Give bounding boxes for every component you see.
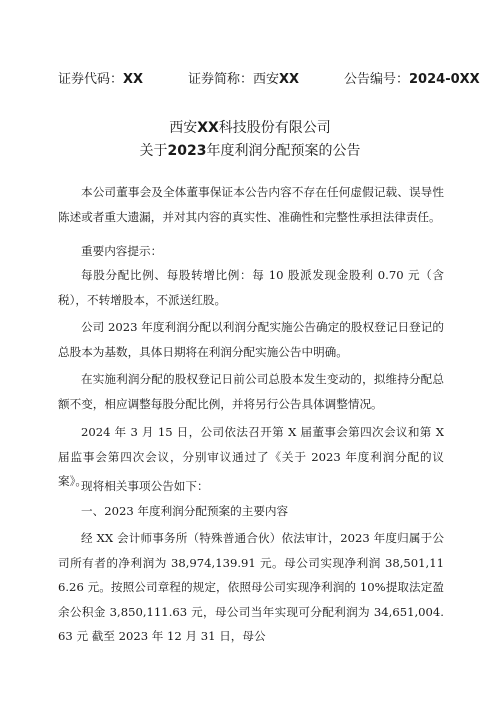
securities-abbreviation-value: XX xyxy=(279,72,300,87)
board-meeting-paragraph: 2024 年 3 月 15 日，公司依法召开第 X 届董事会第四次会议和第 X 届监事会第四次会议，分别审议通过了《关于 2023 年度利润分配的议案》。 xyxy=(58,425,444,488)
announcement-title-year: 2023 xyxy=(167,143,207,159)
announcement-number-label: 公告编号： xyxy=(344,72,410,87)
securities-code-label: 证券代码： xyxy=(58,72,124,87)
announcement-title-part1: 关于 xyxy=(139,143,168,159)
announcement-number-value: 2024-0XX xyxy=(409,72,480,87)
share-change-paragraph: 在实施利润分配的股权登记日前公司总股本发生变动的，拟维持分配总额不变，相应调整每股分配比例，并将另行公告具体调整情况。 xyxy=(58,372,444,411)
section-heading-1: 一、2023 年度利润分配预案的主要内容 xyxy=(81,504,289,518)
announcement-number xyxy=(344,68,480,87)
securities-code-value: XX xyxy=(123,72,144,87)
key-points-heading: 重要内容提示： xyxy=(81,244,163,258)
announcement-title xyxy=(0,140,500,160)
company-name-part1: 西安 xyxy=(169,120,198,136)
disclaimer-paragraph: 本公司董事会及全体董事保证本公告内容不存在任何虚假记载、误导性陈述或者重大遗漏，并对其内容的真实性、准确性和完整性承担法律责任。 xyxy=(58,185,444,224)
securities-abbreviation xyxy=(188,68,299,87)
announcement-title-part3: 年度利润分配预案的公告 xyxy=(206,143,361,159)
audit-profit-paragraph: 经 XX 会计师事务所（特殊普通合伙）依法审计，2023 年度归属于公司所有者的净利润为 38,974,139.91 元。母公司实现净利润 38,501,116.26 元。按照公司章程的规定，依照母公司实现净利润的 10%提取法定盈余公积金 3,850,111.63 元，母公司当年实现可分配利润为 34,651,004.63 元 截至 2023 年 12 月 31 日，母公 xyxy=(58,531,444,643)
dividend-ratio-paragraph: 每股分配比例、每股转增比例：每 10 股派发现金股利 0.70 元（含税），不转增股本，不派送红股。 xyxy=(58,268,444,307)
company-name-title xyxy=(0,117,500,137)
announcement-intro-paragraph: 现将相关事项公告如下： xyxy=(81,479,209,493)
company-name-part3: 科技股份有限公司 xyxy=(218,120,331,136)
securities-abbreviation-label: 证券简称：西安 xyxy=(188,72,280,87)
company-name-part2: XX xyxy=(197,120,219,136)
securities-header xyxy=(58,68,480,90)
share-base-paragraph: 公司 2023 年度利润分配以利润分配实施公告确定的股权登记日登记的总股本为基数，具体日期将在利润分配实施公告中明确。 xyxy=(58,320,444,359)
securities-code xyxy=(58,68,143,87)
